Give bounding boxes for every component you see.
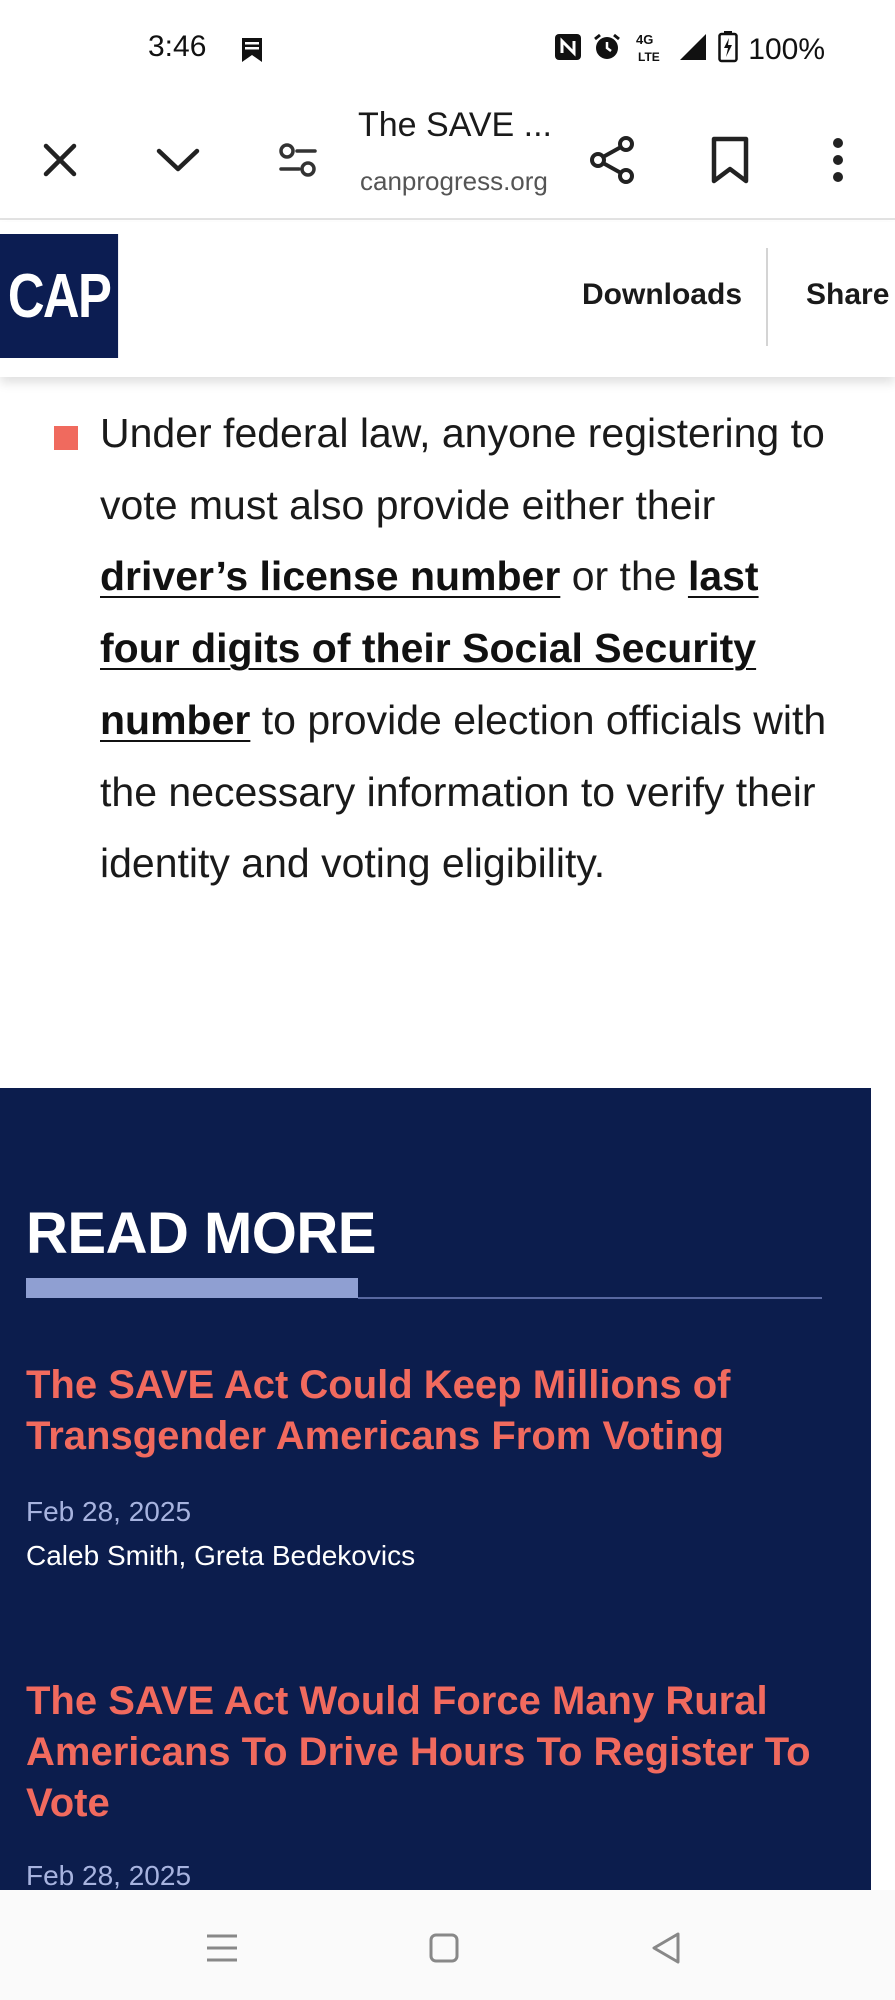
read-more-item-date: Feb 28, 2025	[26, 1860, 192, 1890]
cap-logo[interactable]: CAP	[0, 234, 118, 358]
bookmark-button[interactable]	[692, 122, 768, 198]
author-separator: ,	[178, 1540, 195, 1571]
drivers-license-link[interactable]: driver’s license number	[100, 553, 561, 600]
heading-accent-bar	[26, 1278, 358, 1298]
read-more-item-title[interactable]: The SAVE Act Would Force Many Rural Americans To Drive Hours To Register To Vote	[26, 1679, 811, 1825]
network-icon	[632, 30, 668, 69]
svg-text:4G: 4G	[636, 32, 654, 47]
author-link[interactable]: Caleb Smith	[26, 1540, 179, 1571]
close-icon	[40, 140, 80, 180]
home-button[interactable]	[414, 1928, 474, 1968]
status-icons	[554, 30, 825, 69]
page-title: The SAVE ...	[358, 106, 553, 144]
minimize-button[interactable]	[140, 122, 216, 198]
close-button[interactable]	[22, 122, 98, 198]
recents-icon	[205, 1932, 239, 1964]
alarm-icon	[592, 32, 622, 67]
home-icon	[428, 1932, 460, 1964]
read-more-item-date: Feb 28, 2025	[26, 1496, 192, 1527]
downloads-link[interactable]: Downloads	[582, 278, 743, 311]
share-button[interactable]	[574, 122, 650, 198]
bullet-marker	[54, 426, 78, 450]
more-icon	[831, 137, 845, 183]
chevron-down-icon	[155, 145, 201, 175]
battery-icon	[718, 31, 738, 68]
read-more-heading: READ MORE	[26, 1201, 376, 1266]
share-icon	[588, 135, 636, 185]
ssn-digits-link[interactable]: last four digits of their Social Security number	[100, 553, 759, 743]
heading-rule	[358, 1297, 822, 1299]
signal-icon	[678, 32, 708, 67]
status-time: 3:46	[148, 30, 207, 63]
svg-text:LTE: LTE	[638, 50, 661, 64]
read-more-item-title[interactable]: The SAVE Act Could Keep Millions of Transgender Americans From Voting	[26, 1363, 731, 1458]
read-more-panel	[0, 1088, 871, 1890]
header-divider	[766, 248, 768, 346]
bullet-text-part: to provide election officials with the necessary information to verify their identity and voting eligibility.	[100, 696, 827, 887]
battery-percent: 100%	[748, 32, 825, 66]
more-button[interactable]	[800, 122, 876, 198]
site-header	[0, 222, 895, 377]
back-button[interactable]	[636, 1928, 696, 1968]
bullet-text	[100, 398, 840, 900]
page-settings-icon	[277, 142, 319, 178]
author-link[interactable]: Greta Bedekovics	[194, 1540, 416, 1571]
bookmark-icon	[710, 135, 750, 185]
page-settings-button[interactable]	[260, 122, 336, 198]
system-nav-bar	[0, 1890, 895, 2000]
page-url[interactable]: canprogress.org	[360, 166, 548, 196]
nfc-icon	[554, 33, 582, 66]
share-link[interactable]: Share	[806, 278, 890, 311]
notification-bookmark-icon	[240, 36, 264, 64]
browser-toolbar	[0, 100, 895, 220]
status-bar	[0, 0, 895, 100]
recents-button[interactable]	[192, 1928, 252, 1968]
back-icon	[650, 1931, 682, 1965]
bullet-text-part: or the	[560, 553, 688, 600]
read-more-item-authors	[26, 1540, 415, 1572]
bullet-text-part: Under federal law, anyone registering to vote must also provide either their	[100, 410, 825, 528]
